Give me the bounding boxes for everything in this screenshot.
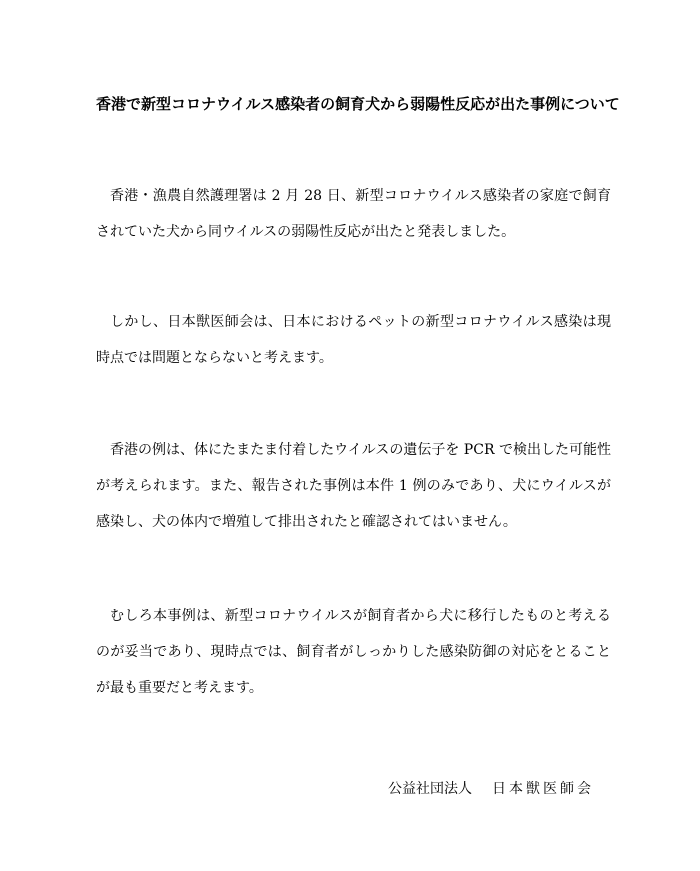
paragraph-conclusion: むしろ本事例は、新型コロナウイルスが飼育者から犬に移行したものと考えるのが妥当であり、現時点では、飼育者がしっかりした感染防御の対応をとることが最も重要だと考えます。 bbox=[96, 608, 611, 696]
organization-type: 公益社団法人 bbox=[388, 781, 472, 797]
paragraph-pcr-explanation: 香港の例は、体にたまたま付着したウイルスの遺伝子を PCR で検出した可能性が考えられます。また、報告された事例は本件 1 例のみであり、犬にウイルスが感染し、犬の体内で増殖して排出されたと確認されてはいません。 bbox=[96, 442, 611, 530]
organization-name: 日本獣医師会 bbox=[492, 781, 594, 797]
paragraph-hong-kong-report: 香港・漁農自然護理署は 2 月 28 日、新型コロナウイルス感染者の家庭で飼育されていた犬から同ウイルスの弱陽性反応が出たと発表しました。 bbox=[96, 188, 611, 240]
document-title: 香港で新型コロナウイルス感染者の飼育犬から弱陽性反応が出た事例について bbox=[96, 95, 620, 113]
paragraph-jvma-position: しかし、日本獣医師会は、日本におけるペットの新型コロナウイルス感染は現時点では問題とならないと考えます。 bbox=[96, 314, 611, 366]
signature-block bbox=[388, 776, 594, 802]
